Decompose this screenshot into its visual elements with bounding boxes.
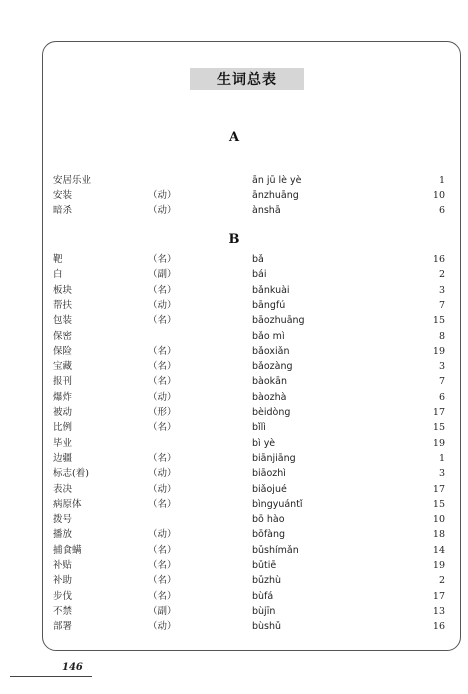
vocab-lesson: 3 [438, 468, 445, 480]
section-letter-b: B [228, 232, 240, 247]
vocab-word: 标志(着) [53, 468, 89, 480]
vocab-lesson: 15 [432, 498, 445, 510]
vocab-lesson: 8 [438, 330, 445, 342]
vocab-pos: （动） [148, 529, 177, 541]
vocab-pos: （动） [148, 468, 177, 480]
footer-rule [10, 676, 92, 677]
vocab-word: 捕食螨 [53, 544, 82, 556]
vocab-word: 表决 [53, 483, 73, 495]
vocab-pinyin: bāngfú [252, 299, 286, 311]
vocab-word: 边疆 [53, 452, 73, 464]
vocab-word: 不禁 [53, 605, 73, 617]
vocab-word: 靶 [53, 254, 63, 265]
vocab-word: 白 [53, 269, 63, 281]
vocab-word: 安装 [53, 190, 73, 201]
vocab-row [0, 543, 468, 558]
vocab-lesson: 3 [438, 284, 445, 296]
vocab-lesson: 6 [438, 391, 445, 403]
vocab-word: 播放 [53, 529, 73, 541]
vocab-word: 帮扶 [53, 299, 73, 311]
vocab-lesson: 1 [438, 175, 445, 186]
vocab-lesson: 10 [432, 190, 445, 201]
vocab-pos: （动） [148, 621, 177, 633]
vocab-pinyin: bì yè [252, 437, 276, 449]
vocab-row [0, 188, 468, 203]
vocab-word: 保密 [53, 330, 73, 342]
vocab-row [0, 589, 468, 604]
vocab-word: 步伐 [53, 590, 73, 602]
vocab-pos: （名） [148, 284, 177, 296]
vocab-row [0, 512, 468, 527]
vocab-word: 保险 [53, 345, 73, 357]
vocab-word: 安居乐业 [53, 175, 92, 186]
vocab-word: 暗杀 [53, 205, 73, 216]
vocab-lesson: 2 [438, 269, 445, 281]
vocab-pos: （名） [148, 254, 177, 265]
vocab-word: 报刊 [53, 376, 73, 388]
vocab-pos: （名） [148, 544, 177, 556]
vocab-row [0, 173, 468, 188]
vocab-lesson: 17 [432, 483, 445, 495]
vocab-word: 包装 [53, 315, 73, 327]
vocab-row [0, 267, 468, 282]
vocab-pos: （名） [148, 315, 177, 327]
vocab-pinyin: bàozhà [252, 391, 287, 403]
vocab-row [0, 344, 468, 359]
vocab-word: 补贴 [53, 560, 73, 571]
vocab-word: 拨号 [53, 514, 73, 526]
vocab-pos: （动） [148, 483, 177, 495]
vocab-row [0, 203, 468, 218]
vocab-row [0, 405, 468, 420]
vocab-row [0, 298, 468, 313]
vocab-pos: （副） [148, 605, 177, 617]
vocab-lesson: 19 [432, 437, 445, 449]
vocab-pos: （动） [148, 190, 177, 201]
vocab-pinyin: biānjiāng [252, 452, 296, 464]
vocab-pinyin: bǐlì [252, 422, 266, 434]
vocab-pinyin: bōfàng [252, 529, 286, 541]
vocab-row [0, 466, 468, 481]
vocab-row [0, 619, 468, 634]
vocab-pinyin: bǔzhù [252, 575, 282, 587]
vocab-pinyin: biǎojué [252, 483, 287, 495]
vocab-lesson: 1 [438, 452, 445, 464]
vocab-pinyin: bùshǔ [252, 621, 282, 633]
vocab-row [0, 527, 468, 542]
vocab-lesson: 10 [432, 514, 445, 526]
vocab-pinyin: bǔtiē [252, 560, 277, 571]
vocab-lesson: 19 [432, 560, 445, 571]
vocab-lesson: 17 [432, 590, 445, 602]
vocab-row [0, 558, 468, 573]
vocab-word: 比例 [53, 422, 73, 434]
vocab-pinyin: bàokān [252, 376, 288, 388]
vocab-pos: （形） [148, 407, 177, 418]
vocab-pinyin: bǔshímǎn [252, 544, 299, 556]
vocab-lesson: 15 [432, 315, 445, 327]
vocab-pinyin: bùfá [252, 590, 274, 602]
vocab-pos: （动） [148, 391, 177, 403]
vocab-row [0, 482, 468, 497]
vocab-pinyin: ànshā [252, 205, 281, 216]
vocab-word: 病原体 [53, 498, 82, 510]
vocab-row [0, 329, 468, 344]
vocab-pinyin: bùjīn [252, 605, 276, 617]
vocab-lesson: 17 [432, 407, 445, 418]
vocab-pinyin: bèidòng [252, 407, 291, 418]
vocab-row [0, 359, 468, 374]
vocab-pos: （名） [148, 498, 177, 510]
vocab-pos: （动） [148, 299, 177, 311]
vocab-lesson: 14 [432, 544, 445, 556]
vocab-row [0, 573, 468, 588]
vocab-pinyin: bìngyuántǐ [252, 498, 303, 510]
vocab-lesson: 16 [432, 254, 445, 265]
vocab-pinyin: bǎoxiǎn [252, 345, 290, 357]
page-number: 146 [62, 662, 83, 673]
vocab-pos: （名） [148, 361, 177, 373]
vocab-pinyin: bǎo mì [252, 330, 285, 342]
vocab-lesson: 15 [432, 422, 445, 434]
vocab-word: 补助 [53, 575, 73, 587]
section-letter-a: A [228, 130, 240, 145]
vocab-word: 被动 [53, 407, 73, 418]
vocab-pos: （副） [148, 269, 177, 281]
vocab-pos: （名） [148, 452, 177, 464]
vocab-word: 板块 [53, 284, 73, 296]
vocab-row [0, 420, 468, 435]
page-title: 生词总表 [190, 68, 304, 90]
vocab-pinyin: bái [252, 269, 267, 281]
vocab-lesson: 2 [438, 575, 445, 587]
vocab-lesson: 18 [432, 529, 445, 541]
vocab-lesson: 13 [432, 605, 445, 617]
vocab-pinyin: bǎ [252, 254, 264, 265]
vocab-row [0, 451, 468, 466]
vocab-lesson: 16 [432, 621, 445, 633]
vocab-pinyin: ānzhuāng [252, 190, 299, 201]
vocab-word: 毕业 [53, 437, 73, 449]
vocab-row [0, 252, 468, 267]
vocab-row [0, 313, 468, 328]
vocab-lesson: 3 [438, 361, 445, 373]
vocab-lesson: 19 [432, 345, 445, 357]
vocab-lesson: 6 [438, 205, 445, 216]
vocab-row [0, 604, 468, 619]
vocab-word: 宝藏 [53, 361, 73, 373]
vocab-pinyin: bǎnkuài [252, 284, 290, 296]
vocab-pinyin: ān jū lè yè [252, 175, 302, 186]
vocab-pos: （名） [148, 560, 177, 571]
vocab-pos: （名） [148, 422, 177, 434]
vocab-row [0, 374, 468, 389]
vocab-lesson: 7 [438, 299, 445, 311]
vocab-pinyin: bǎozàng [252, 361, 293, 373]
vocab-pos: （名） [148, 575, 177, 587]
vocab-pos: （名） [148, 590, 177, 602]
vocab-pinyin: biāozhì [252, 468, 286, 480]
vocab-row [0, 283, 468, 298]
vocab-pos: （名） [148, 376, 177, 388]
vocab-pos: （名） [148, 345, 177, 357]
vocab-word: 爆炸 [53, 391, 73, 403]
vocab-lesson: 7 [438, 376, 445, 388]
vocab-pinyin: bāozhuāng [252, 315, 305, 327]
vocab-row [0, 497, 468, 512]
vocab-pos: （动） [148, 205, 177, 216]
vocab-row [0, 436, 468, 451]
vocab-row [0, 390, 468, 405]
vocab-word: 部署 [53, 621, 73, 633]
vocab-pinyin: bō hào [252, 514, 285, 526]
